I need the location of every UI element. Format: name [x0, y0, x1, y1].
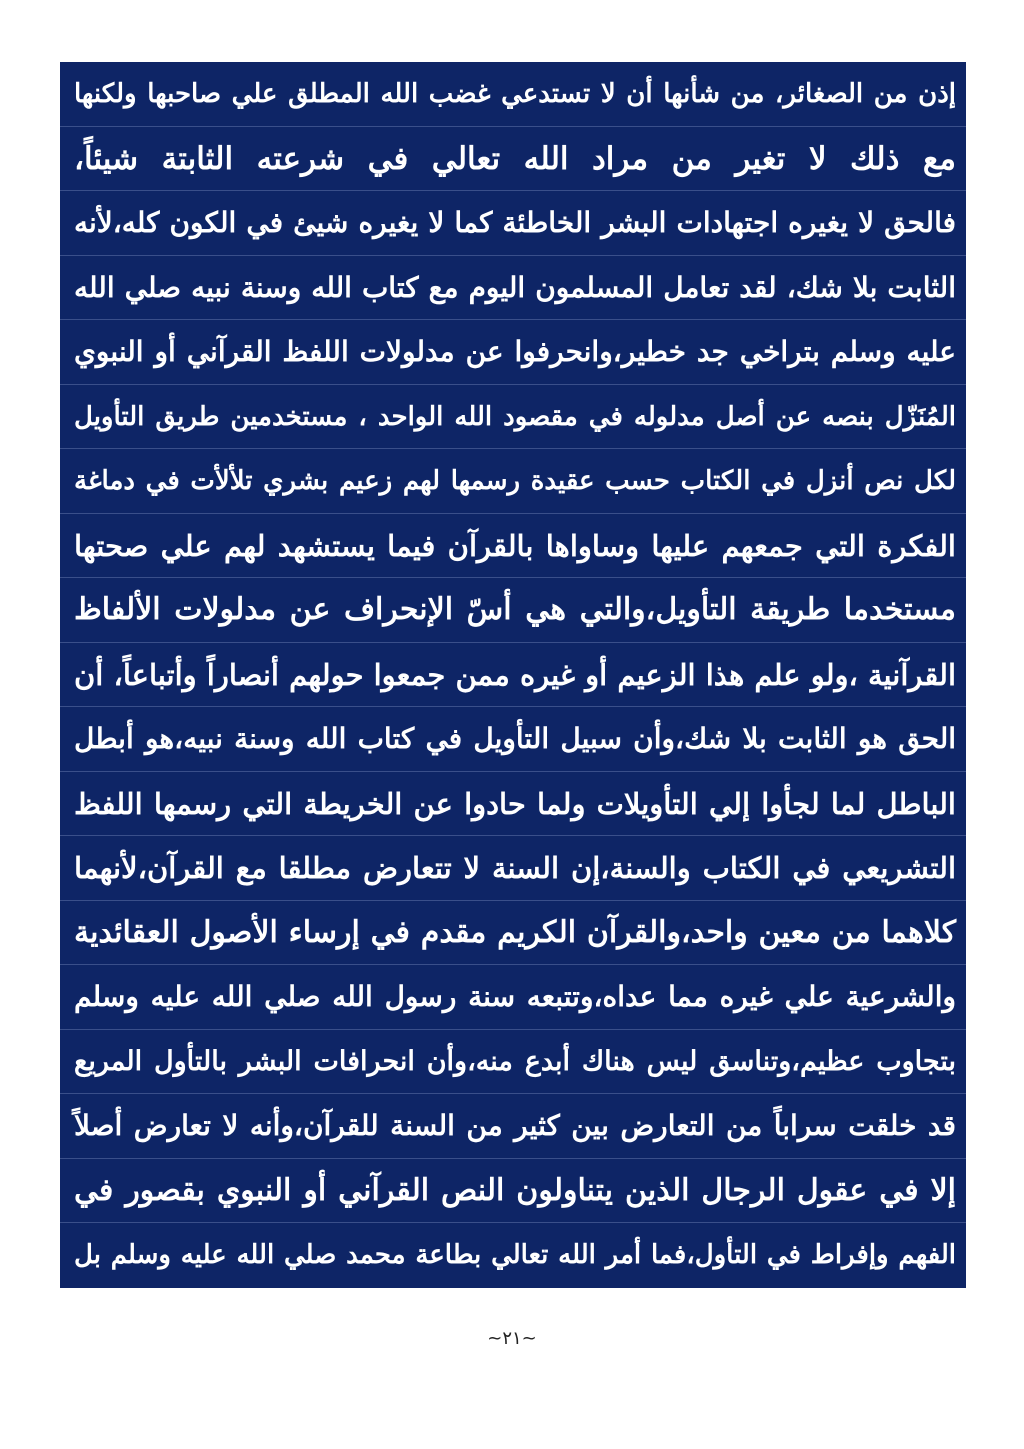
text-line: مع ذلك لا تغير من مراد الله تعالي في شرعته الثابتة شيئاً، — [60, 127, 966, 192]
text-line: التشريعي في الكتاب والسنة،إن السنة لا تتعارض مطلقا مع القرآن،لأنهما — [60, 836, 966, 901]
text-line: فالحق لا يغيره اجتهادات البشر الخاطئة كما لا يغيره شيئ في الكون كله،لأنه — [60, 191, 966, 256]
text-line: والشرعية علي غيره مما عداه،وتتبعه سنة رسول الله صلي الله عليه وسلم — [60, 965, 966, 1030]
text-line: كلاهما من معين واحد،والقرآن الكريم مقدم في إرساء الأصول العقائدية — [60, 901, 966, 966]
text-line: الحق هو الثابت بلا شك،وأن سبيل التأويل في كتاب الله وسنة نبيه،هو أبطل — [60, 707, 966, 772]
text-line: المُنَزّل بنصه عن أصل مدلوله في مقصود الله الواحد ، مستخدمين طريق التأويل — [60, 385, 966, 450]
text-line: عليه وسلم بتراخي جد خطير،وانحرفوا عن مدلولات اللفظ القرآني أو النبوي — [60, 320, 966, 385]
text-line: إلا في عقول الرجال الذين يتناولون النص القرآني أو النبوي بقصور في — [60, 1159, 966, 1224]
text-line: الفهم وإفراط في التأول،فما أمر الله تعالي بطاعة محمد صلي الله عليه وسلم بل — [74, 1240, 956, 1270]
text-line: قد خلقت سراباً من التعارض بين كثير من السنة للقرآن،وأنه لا تعارض أصلاً — [60, 1094, 966, 1159]
text-panel — [60, 62, 966, 1288]
page-number: ~٢١~ — [487, 1328, 537, 1349]
text-line: الباطل لما لجأوا إلي التأويلات ولما حادوا عن الخريطة التي رسمها اللفظ — [60, 772, 966, 837]
text-line: مستخدما طريقة التأويل،والتي هي أسّ الإنحراف عن مدلولات الألفاظ — [60, 578, 966, 643]
text-line: إذن من الصغائر، من شأنها أن لا تستدعي غضب الله المطلق علي صاحبها ولكنها — [60, 62, 966, 127]
text-line: الفكرة التي جمعهم عليها وساواها بالقرآن فيما يستشهد لهم علي صحتها — [60, 514, 966, 579]
text-line: الثابت بلا شك، لقد تعامل المسلمون اليوم مع كتاب الله وسنة نبيه صلي الله — [60, 256, 966, 321]
text-line: بتجاوب عظيم،وتناسق ليس هناك أبدع منه،وأن انحرافات البشر بالتأول المريع — [60, 1030, 966, 1095]
text-line: لكل نص أنزل في الكتاب حسب عقيدة رسمها لهم زعيم بشري تلألأت في دماغة — [60, 449, 966, 514]
text-line: القرآنية ،ولو علم هذا الزعيم أو غيره ممن جمعوا حولهم أنصاراً وأتباعاً، أن — [60, 643, 966, 708]
